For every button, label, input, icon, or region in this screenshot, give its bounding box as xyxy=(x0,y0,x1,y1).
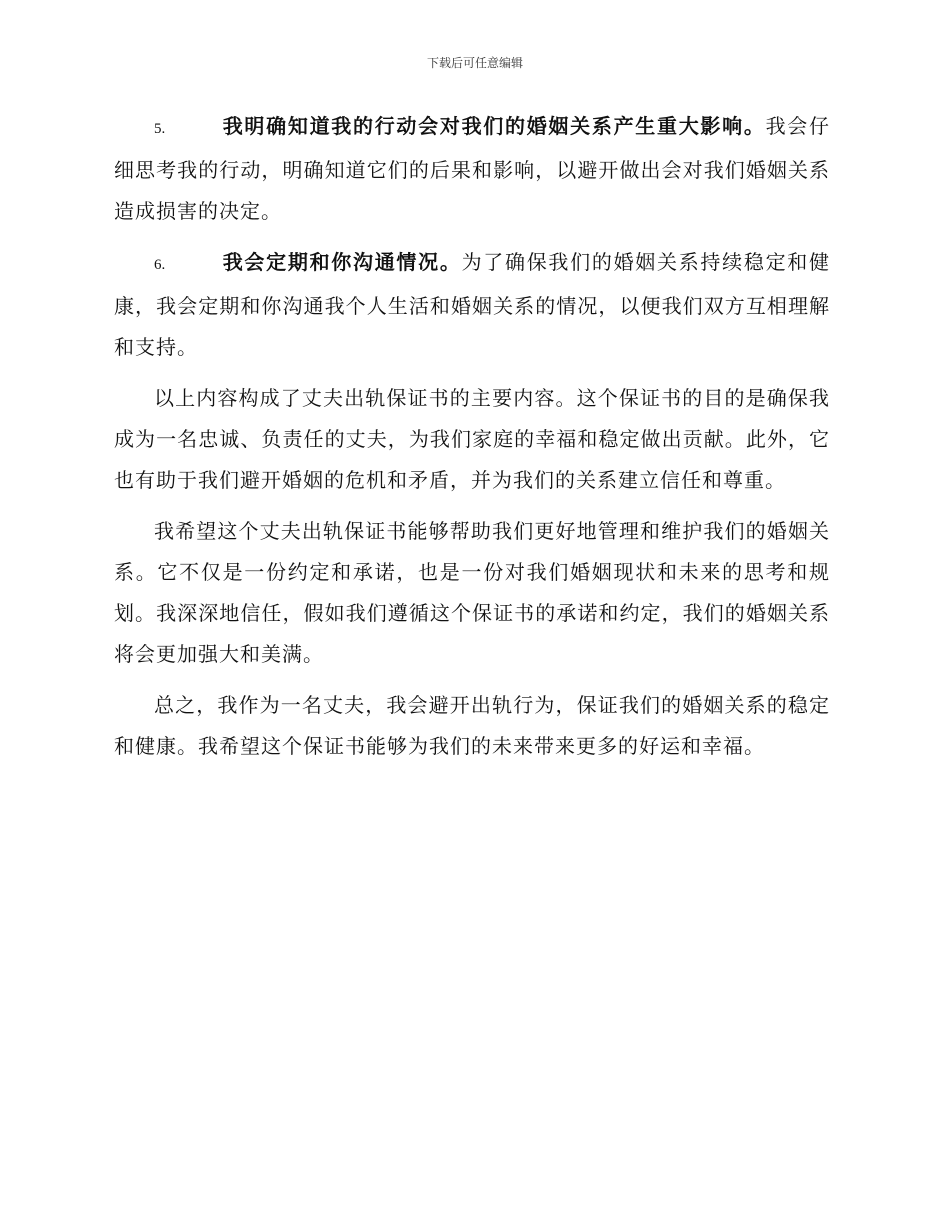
document-body xyxy=(114,106,830,777)
list-item xyxy=(114,242,830,368)
item-number: 5. xyxy=(154,121,166,137)
list-item xyxy=(114,106,830,232)
item-number: 6. xyxy=(154,257,166,273)
paragraph: 总之，我作为一名丈夫，我会避开出轨行为，保证我们的婚姻关系的稳定和健康。我希望这个保证书能够为我们的未来带来更多的好运和幸福。 xyxy=(114,693,830,758)
page-header: 下载后可任意编辑 xyxy=(426,56,523,70)
item-heading: 我明确知道我的行动会对我们的婚姻关系产生重大影响。 xyxy=(222,114,766,138)
paragraph: 以上内容构成了丈夫出轨保证书的主要内容。这个保证书的目的是确保我成为一名忠诚、负责任的丈夫，为我们家庭的幸福和稳定做出贡献。此外，它也有助于我们避开婚姻的危机和矛盾，并为我们的关系建立信任和尊重。 xyxy=(114,386,830,492)
item-text: 我会仔细思考我的行动，明确知道它们的后果和影响，以避开做出会对我们婚姻关系造成损害的决定。 xyxy=(114,114,831,223)
item-text: 为了确保我们的婚姻关系持续稳定和健康，我会定期和你沟通我个人生活和婚姻关系的情况，以便我们双方互相理解和支持。 xyxy=(114,250,831,359)
item-heading: 我会定期和你沟通情况。 xyxy=(222,250,462,274)
paragraph: 我希望这个丈夫出轨保证书能够帮助我们更好地管理和维护我们的婚姻关系。它不仅是一份约定和承诺，也是一份对我们婚姻现状和未来的思考和规划。我深深地信任，假如我们遵循这个保证书的承诺和约定，我们的婚姻关系将会更加强大和美满。 xyxy=(114,519,830,666)
